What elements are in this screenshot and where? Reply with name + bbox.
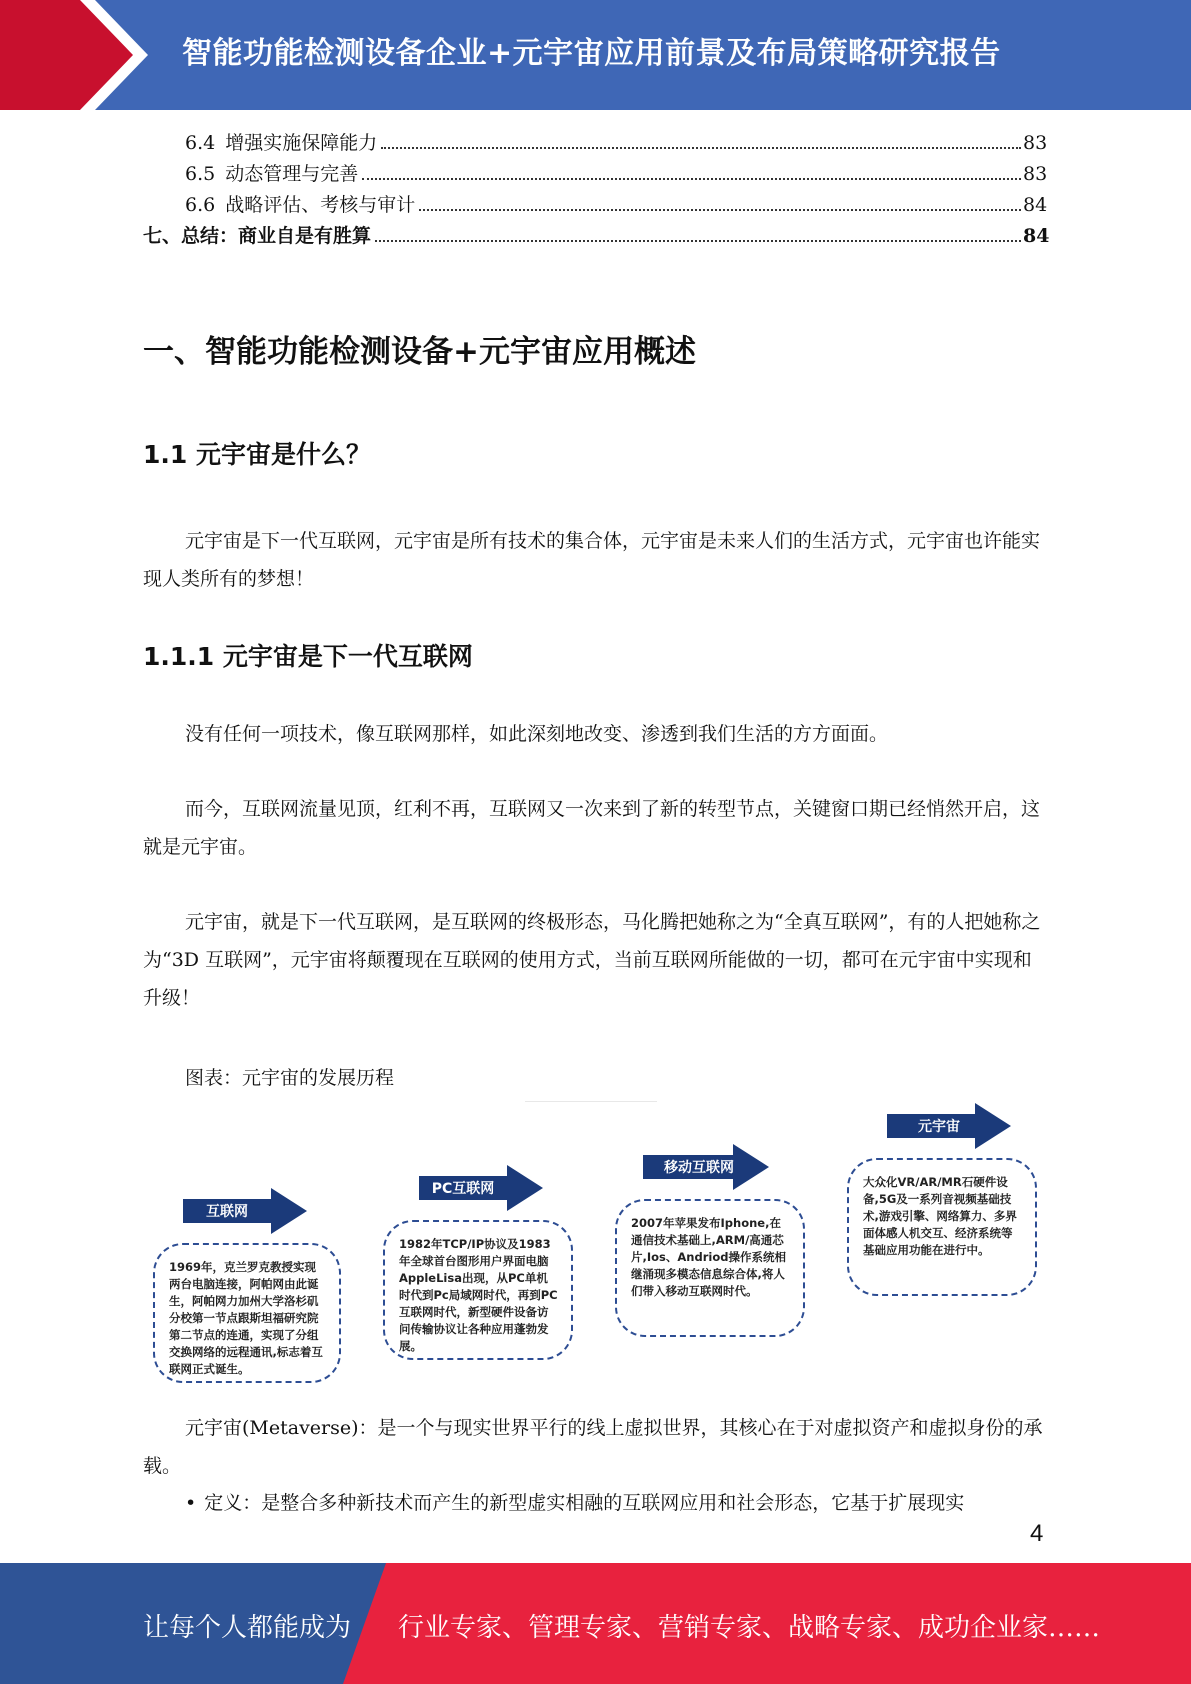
bullet-mark: • [185,1492,197,1514]
body-paragraph: 而今，互联网流量见顶，红利不再，互联网又一次来到了新的转型节点，关键窗口期已经悄然开启，这就是元宇宙。 [143,798,1041,858]
toc-item[interactable] [143,128,1047,159]
footer-slogan-left: 让每个人都能成为 [143,1613,352,1643]
stage-description-box: 1969年，克兰罗克教授实现两台电脑连接，阿帕网由此诞生，阿帕网力加州大学洛杉矶分校第一节点跟斯坦福研究院第二节点的连通，实现了分组交换网络的远程通讯,标志着互联网正式诞生。 [153,1243,341,1383]
body-paragraph: 元宇宙是下一代互联网，元宇宙是所有技术的集合体，元宇宙是未来人们的生活方式，元宇宙也许能实现人类所有的梦想！ [143,530,1041,590]
page-header [0,0,1191,110]
toc-leader-dots [375,240,1021,242]
toc-item-page: 83 [1023,163,1048,185]
toc-item-title: 战略评估、考核与审计 [225,194,416,216]
bullet-item [185,1488,964,1515]
figure-caption: 图表：元宇宙的发展历程 [185,1067,395,1089]
stage-arrow-mobile-internet [643,1144,769,1190]
section-heading: 1.1 元宇宙是什么？ [143,440,371,469]
chapter-heading: 一、智能功能检测设备+元宇宙应用概述 [143,334,696,370]
figure-divider [525,1101,657,1102]
body-paragraph: 元宇宙，就是下一代互联网，是互联网的终极形态，马化腾把她称之为“全真互联网”，有的人把她称之为“3D 互联网”，元宇宙将颠覆现在互联网的使用方式，当前互联网所能做的一切，都可在元宇宙中实现和升级！ [143,911,1041,1009]
toc-item-number: 6.5 [185,163,216,185]
stage-arrow-internet [183,1188,307,1234]
toc-item-title: 增强实施保障能力 [225,132,378,154]
footer-slogan-right: 行业专家、管理专家、营销专家、战略专家、成功企业家…… [398,1613,1101,1643]
stage-description-box: 2007年苹果发布Iphone,在通信技术基础上,ARM/高通芯片,Ios、Andriod操作系统相继涌现多模态信息综合体,将人们带入移动互联网时代。 [615,1199,805,1337]
table-of-contents [143,128,1050,252]
toc-item-page: 83 [1023,132,1048,154]
stage-label: 互联网 [206,1204,248,1220]
toc-item-number: 6.6 [185,194,216,216]
stage-arrow-pc-internet [419,1165,543,1211]
body-paragraph: 元宇宙(Metaverse)：是一个与现实世界平行的线上虚拟世界，其核心在于对虚拟资产和虚拟身份的承载。 [143,1417,1043,1477]
toc-item[interactable] [143,159,1047,190]
toc-item-title: 动态管理与完善 [225,163,359,185]
subsection-heading: 1.1.1 元宇宙是下一代互联网 [143,642,473,671]
page-number: 4 [1030,1520,1044,1547]
toc-leader-dots [419,209,1021,211]
toc-leader-dots [362,178,1021,180]
stage-label: 元宇宙 [918,1119,960,1135]
stage-description-box: 大众化VR/AR/MR石硬件设备,5G及一系列音视频基础技术,游戏引擎、网络算力、多界面体感人机交互、经济系统等基础应用功能在进行中。 [847,1158,1037,1296]
stage-label: 移动互联网 [664,1160,734,1176]
toc-item-title: 七、总结：商业自是有胜算 [143,225,372,247]
toc-item-page: 84 [1023,225,1050,247]
toc-leader-dots [381,147,1021,149]
metaverse-timeline-figure [143,1098,1047,1388]
header-red-chevron [0,0,200,110]
stage-arrow-metaverse [887,1103,1011,1149]
stage-label: PC互联网 [431,1181,495,1197]
toc-item-page: 84 [1023,194,1048,216]
toc-item-number: 6.4 [185,132,216,154]
toc-item[interactable] [143,190,1047,221]
body-paragraph: 没有任何一项技术，像互联网那样，如此深刻地改变、渗透到我们生活的方方面面。 [185,723,889,745]
page-footer [0,1563,1191,1684]
stage-description-box: 1982年TCP/IP协议及1983年全球首台图形用户界面电脑AppleLisa出现，从PC单机时代到Pc局域网时代，再到PC互联网时代，新型硬件设备访问传输协议让各种应用蓬勃发展。 [383,1220,573,1360]
report-title: 智能功能检测设备企业+元宇宙应用前景及布局策略研究报告 [182,36,1001,71]
bullet-text: 定义：是整合多种新技术而产生的新型虚实相融的互联网应用和社会形态，它基于扩展现实 [204,1492,965,1514]
toc-chapter-item[interactable] [143,221,1050,252]
